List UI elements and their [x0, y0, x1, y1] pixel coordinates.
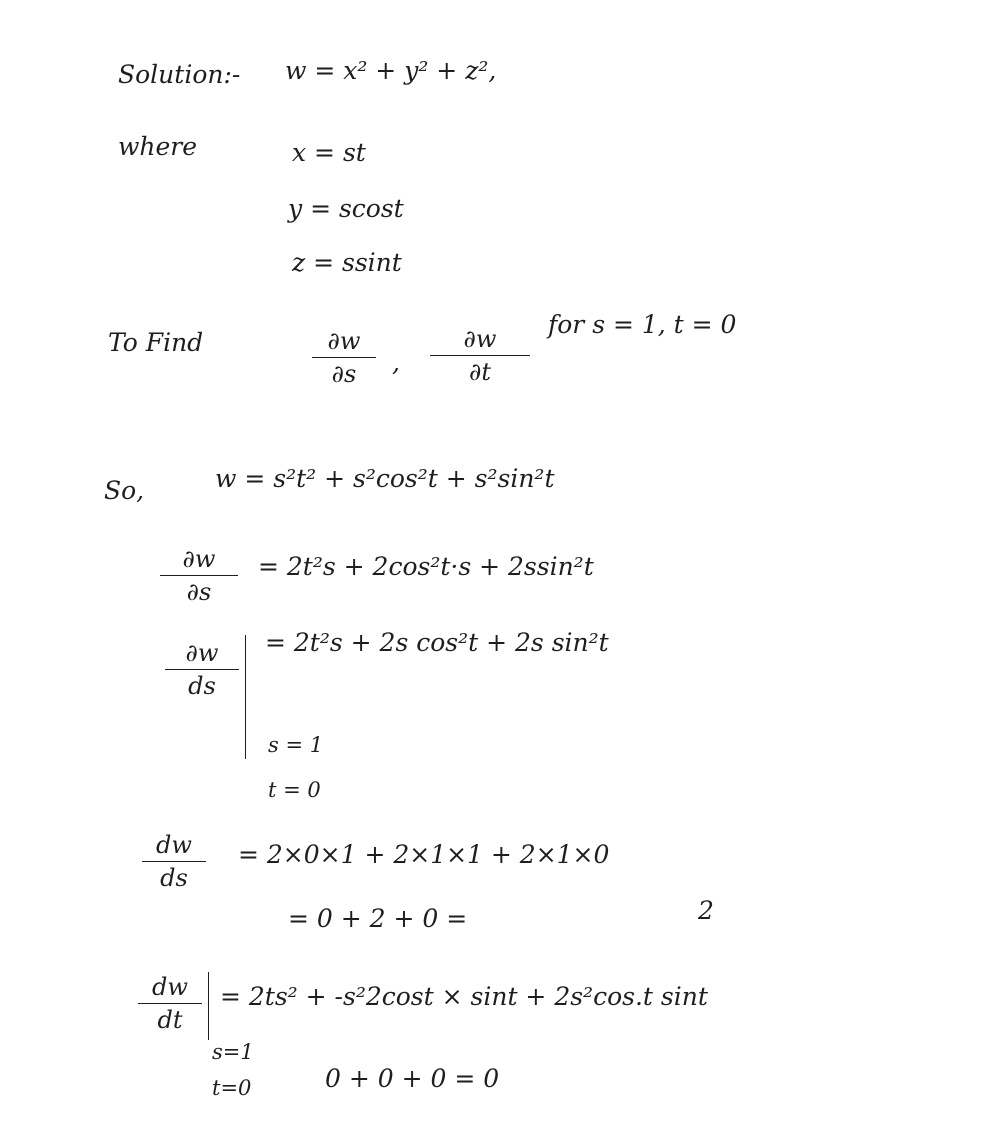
fraction-bar: [142, 861, 206, 862]
w-substituted: w = s²t² + s²cos²t + s²sin²t: [215, 464, 555, 493]
fraction-bar: [138, 1003, 202, 1004]
dw-ds-expression: = 2t²s + 2cos²t·s + 2ssin²t: [258, 552, 594, 581]
to-find-label: To Find: [108, 328, 204, 357]
eval-t-value: t = 0: [268, 778, 321, 802]
evaluation-bar: [245, 635, 246, 759]
fraction-bar: [165, 669, 239, 670]
evaluated-derivative-fraction: [165, 640, 239, 700]
partial-derivative-fraction: [160, 546, 238, 606]
w-equation: w = x² + y² + z²,: [285, 56, 497, 85]
fraction-denominator: dt: [157, 1006, 183, 1035]
fraction-numerator: ∂w: [182, 545, 216, 573]
fraction-bar: [430, 355, 530, 356]
fraction-bar: [160, 575, 238, 576]
result-value: 2: [698, 896, 714, 925]
target-fraction-dw-ds: [312, 328, 376, 388]
dw-dt-fraction: [138, 974, 202, 1034]
fraction-denominator: ∂s: [186, 578, 212, 607]
target-fraction-dw-dt: [430, 326, 530, 386]
eval-s-value: s = 1: [268, 733, 324, 757]
dwdt-s-value: s=1: [212, 1040, 254, 1064]
fraction-denominator: ds: [188, 672, 216, 701]
dw-dt-result: 0 + 0 + 0 = 0: [325, 1064, 500, 1093]
evaluated-expression: = 2t²s + 2s cos²t + 2s sin²t: [265, 628, 609, 657]
evaluation-bar-dt: [208, 972, 209, 1040]
fraction-denominator: ∂s: [331, 360, 357, 389]
fraction-numerator: ∂w: [463, 325, 497, 353]
where-label: where: [118, 132, 198, 161]
result-fraction: [142, 832, 206, 892]
comma-separator: ,: [392, 348, 400, 377]
fraction-bar: [312, 357, 376, 358]
fraction-numerator: ∂w: [327, 327, 361, 355]
fraction-numerator: dw: [152, 973, 188, 1001]
result-sum: = 0 + 2 + 0 =: [288, 904, 468, 933]
result-substitution: = 2×0×1 + 2×1×1 + 2×1×0: [238, 840, 610, 869]
evaluation-condition: for s = 1, t = 0: [548, 310, 737, 339]
x-definition: x = st: [292, 138, 366, 167]
fraction-denominator: ds: [160, 864, 188, 893]
y-definition: y = scost: [288, 194, 404, 223]
fraction-denominator: ∂t: [468, 358, 492, 387]
dwdt-t-value: t=0: [212, 1076, 252, 1100]
fraction-numerator: ∂w: [185, 639, 219, 667]
so-label: So,: [104, 476, 145, 505]
z-definition: z = ssint: [292, 248, 402, 277]
fraction-numerator: dw: [156, 831, 192, 859]
dw-dt-expression: = 2ts² + -s²2cost × sint + 2s²cos.t sint: [220, 982, 708, 1011]
solution-label: Solution:-: [118, 60, 241, 89]
